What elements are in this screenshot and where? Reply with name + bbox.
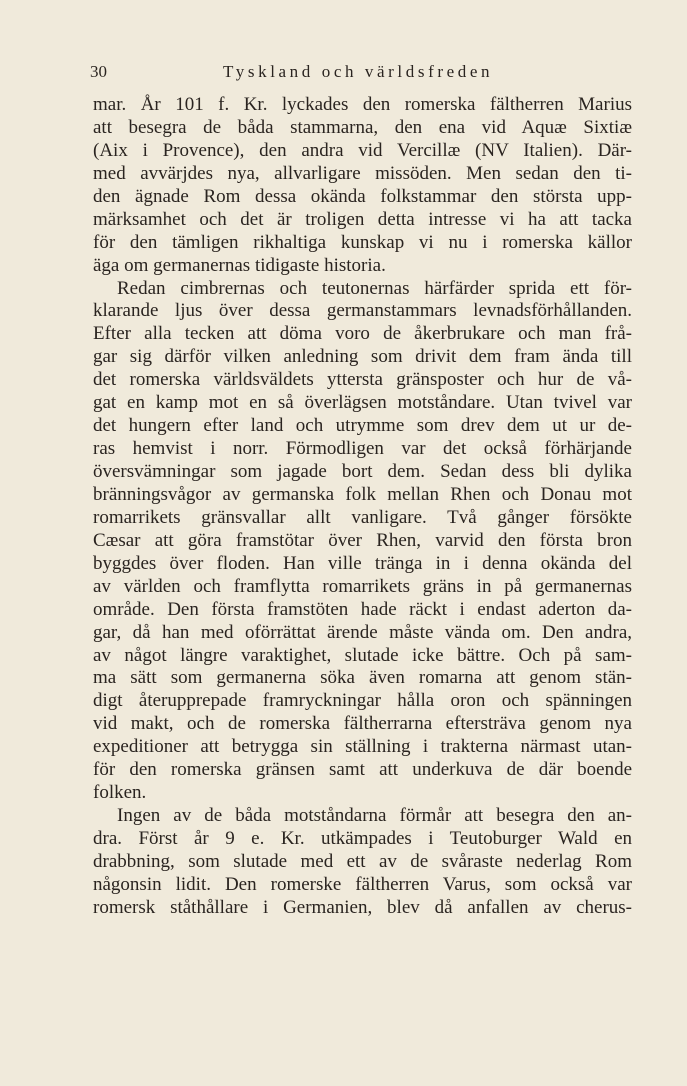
text-line: den ägnade Rom dessa okända folkstammar den största upp-	[93, 185, 632, 207]
text-line: romersk ståthållare i Germanien, blev då anfallen av cherus-	[93, 896, 632, 918]
text-line: för den tämligen rikhaltiga kunskap vi nu i romerska källor	[93, 231, 632, 253]
text-line: bränningsvågor av germanska folk mellan Rhen och Donau mot	[93, 483, 632, 505]
text-line: klarande ljus över dessa germanstammars levnadsförhållanden.	[93, 300, 632, 322]
running-title: Tyskland och världsfreden	[223, 62, 494, 81]
text-line: av världen och framflytta romarrikets gräns in på germanernas	[93, 575, 632, 597]
body-text	[93, 94, 632, 920]
text-line: område. Den första framstöten hade räckt i endast aderton da-	[93, 598, 632, 620]
text-line: folken.	[93, 782, 147, 804]
text-line: drabbning, som slutade med ett av de svåraste nederlag Rom	[93, 850, 632, 872]
text-line: av något längre varaktighet, slutade icke bättre. Och på sam-	[93, 644, 632, 666]
text-line: gar sig därför vilken anledning som drivit dem fram ända till	[93, 346, 632, 368]
text-line: att besegra de båda stammarna, den ena vid Aquæ Sixtiæ	[93, 116, 632, 138]
text-line: expeditioner att betrygga sin ställning i trakterna närmast utan-	[93, 736, 632, 758]
text-line: för den romerska gränsen samt att underkuva de där boende	[93, 759, 632, 781]
text-line: mar. År 101 f. Kr. lyckades den romerska fältherren Marius	[93, 94, 632, 115]
text-line: vid makt, och de romerska fältherrarna eftersträva genom nya	[93, 713, 632, 735]
text-line: gat en kamp mot en så överlägsen motståndare. Utan tvivel var	[93, 392, 632, 414]
text-line: dra. Först år 9 e. Kr. utkämpades i Teutoburger Wald en	[93, 828, 632, 849]
text-line: Cæsar att göra framstötar över Rhen, varvid den första bron	[93, 529, 632, 551]
text-line: gar, då han med oförrättat ärende måste vända om. Den andra,	[93, 621, 632, 643]
text-line: byggdes över floden. Han ville tränga in i denna okända del	[93, 552, 632, 574]
text-line: digt återupprepade framryckningar hålla oron och spänningen	[93, 690, 632, 712]
page-number: 30	[90, 62, 107, 81]
text-line: någonsin lidit. Den romerske fältherren Varus, som också var	[93, 873, 632, 895]
text-line: det romerska världsväldets yttersta gränsposter och hur de vå-	[93, 369, 632, 391]
text-line: (Aix i Provence), den andra vid Vercillæ (NV Italien). Där-	[93, 139, 632, 161]
text-line: Redan cimbrernas och teutonernas härfärder sprida ett för-	[117, 277, 632, 299]
text-line: ma sätt som germanerna söka även romarna att genom stän-	[93, 667, 632, 689]
text-line: romarrikets gränsvallar allt vanligare. Två gånger försökte	[93, 506, 632, 528]
text-line: Ingen av de båda motståndarna förmår att besegra den an-	[117, 805, 632, 827]
text-line: det hungern efter land och utrymme som drev dem ut ur de-	[93, 415, 632, 437]
text-line: med avvärjdes nya, allvarligare missöden. Men sedan den ti-	[93, 162, 632, 184]
page-header	[90, 62, 600, 84]
text-line: äga om germanernas tidigaste historia.	[93, 254, 386, 276]
text-line: märksamhet och det är troligen detta intresse vi ha att tacka	[93, 208, 632, 230]
text-line: ras hemvist i norr. Förmodligen var det också förhärjande	[93, 438, 632, 460]
text-line: översvämningar som jagade bort dem. Sedan dess bli dylika	[93, 461, 632, 482]
text-line: Efter alla tecken att döma voro de åkerbrukare och man frå-	[93, 323, 632, 345]
